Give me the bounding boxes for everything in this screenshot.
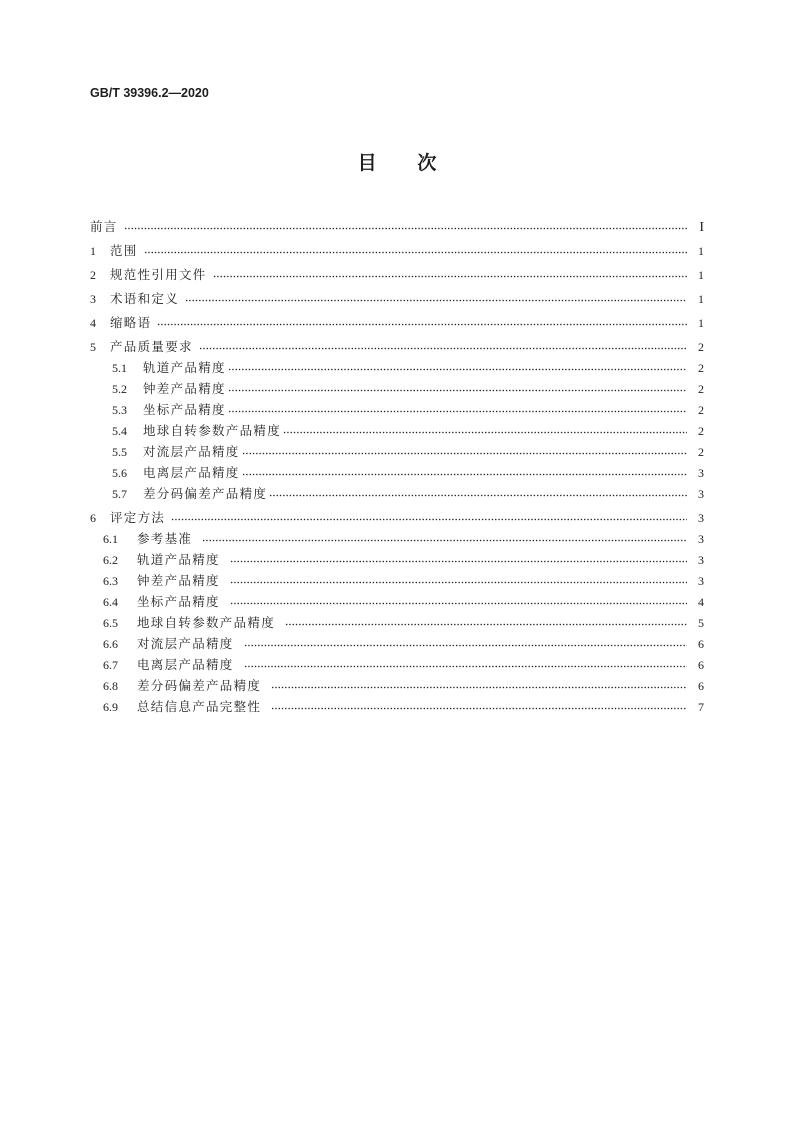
toc-entry-5-7-differential-code-bias-accuracy (90, 484, 704, 505)
toc-entry-6-evaluation-methods (90, 508, 704, 529)
toc-leader-dots (283, 421, 687, 442)
toc-entry-number: 6.7 (103, 658, 118, 672)
toc-leader-dots (228, 379, 687, 400)
toc-entry-5-3-coordinate-product-accuracy (90, 400, 704, 421)
toc-leader-dots (271, 676, 687, 697)
toc-entry-label: 轨道产品精度 (143, 361, 226, 375)
toc-entry-label: 轨道产品精度 (137, 553, 220, 567)
toc-entry-number: 5.4 (112, 424, 127, 438)
toc-leader-dots (199, 337, 687, 358)
toc-entry-page: 3 (698, 532, 704, 546)
toc-entry-page: 2 (698, 382, 704, 396)
table-of-contents (90, 214, 704, 718)
toc-entry-number: 6.6 (103, 637, 118, 651)
toc-leader-dots (228, 358, 687, 379)
toc-entry-number: 5.3 (112, 403, 127, 417)
toc-entry-6-2-orbit-product-accuracy (90, 550, 704, 571)
toc-entry-page: 4 (698, 595, 704, 609)
toc-entry-6-4-coordinate-product-accuracy (90, 592, 704, 613)
toc-entry-label: 钟差产品精度 (137, 574, 220, 588)
toc-leader-dots (271, 697, 687, 718)
toc-entry-label: 地球自转参数产品精度 (137, 616, 276, 630)
page-title: 目 次 (357, 153, 437, 174)
toc-leader-dots (157, 313, 687, 334)
toc-entry-number: 5.7 (112, 487, 127, 501)
toc-entry-page: 3 (698, 511, 704, 525)
toc-entry-label: 电离层产品精度 (143, 466, 240, 480)
toc-entry-5-product-quality-requirements (90, 337, 704, 358)
toc-leader-dots (185, 289, 687, 310)
toc-entry-page: 1 (698, 316, 704, 330)
toc-leader-dots (144, 241, 687, 262)
toc-entry-label: 坐标产品精度 (143, 403, 226, 417)
toc-leader-dots (230, 571, 687, 592)
toc-entry-number: 6.9 (103, 700, 118, 714)
toc-entry-6-3-clock-bias-product-accuracy (90, 571, 704, 592)
toc-entry-number: 2 (90, 268, 96, 282)
toc-entry-5-5-troposphere-product-accuracy (90, 442, 704, 463)
toc-entry-5-2-clock-bias-product-accuracy (90, 379, 704, 400)
toc-leader-dots (213, 265, 687, 286)
toc-entry-number: 6.5 (103, 616, 118, 630)
toc-entry-label: 钟差产品精度 (143, 382, 226, 396)
toc-entry-label: 对流层产品精度 (143, 445, 240, 459)
toc-entry-label: 总结信息产品完整性 (137, 700, 262, 714)
toc-entry-5-4-earth-rotation-parameter-accuracy (90, 421, 704, 442)
toc-entry-number: 5 (90, 340, 96, 354)
toc-entry-page: 3 (698, 466, 704, 480)
toc-entry-label: 参考基准 (137, 532, 193, 546)
toc-entry-number: 6.4 (103, 595, 118, 609)
toc-entry-page: 2 (698, 403, 704, 417)
toc-entry-6-8-differential-code-bias-accuracy (90, 676, 704, 697)
toc-entry-number: 3 (90, 292, 96, 306)
toc-entry-number: 6.8 (103, 679, 118, 693)
toc-entry-page: I (699, 220, 704, 235)
toc-entry-number: 5.2 (112, 382, 127, 396)
toc-entry-foreword (90, 217, 704, 238)
toc-entry-page: 6 (698, 658, 704, 672)
toc-entry-6-9-summary-info-product-completeness (90, 697, 704, 718)
toc-entry-page: 2 (698, 340, 704, 354)
toc-entry-6-1-reference-datum (90, 529, 704, 550)
toc-entry-number: 5.1 (112, 361, 127, 375)
toc-entry-label: 评定方法 (110, 511, 166, 525)
toc-leader-dots (228, 400, 687, 421)
toc-entry-page: 2 (698, 424, 704, 438)
toc-entry-number: 4 (90, 316, 96, 330)
toc-entry-page: 2 (698, 361, 704, 375)
toc-entry-6-6-troposphere-product-accuracy (90, 634, 704, 655)
toc-leader-dots (242, 463, 687, 484)
toc-entry-number: 6.3 (103, 574, 118, 588)
toc-entry-label: 差分码偏差产品精度 (143, 487, 268, 501)
toc-entry-page: 2 (698, 445, 704, 459)
toc-entry-page: 1 (698, 244, 704, 258)
toc-leader-dots (242, 442, 687, 463)
toc-entry-1-scope (90, 241, 704, 262)
toc-entry-number: 6 (90, 511, 96, 525)
toc-leader-dots (202, 529, 687, 550)
toc-entry-5-1-orbit-product-accuracy (90, 358, 704, 379)
toc-entry-number: 5.6 (112, 466, 127, 480)
toc-entry-6-5-earth-rotation-parameter-accuracy (90, 613, 704, 634)
toc-leader-dots (171, 508, 687, 529)
toc-entry-page: 3 (698, 553, 704, 567)
toc-entry-label: 前言 (90, 220, 118, 234)
toc-leader-dots (285, 613, 687, 634)
toc-entry-page: 6 (698, 637, 704, 651)
toc-entry-label: 术语和定义 (110, 292, 180, 306)
toc-entry-label: 坐标产品精度 (137, 595, 220, 609)
toc-leader-dots (269, 484, 687, 505)
toc-entry-5-6-ionosphere-product-accuracy (90, 463, 704, 484)
toc-leader-dots (230, 550, 687, 571)
toc-entry-label: 缩略语 (110, 316, 152, 330)
toc-entry-label: 电离层产品精度 (137, 658, 234, 672)
toc-entry-2-normative-references (90, 265, 704, 286)
toc-entry-page: 6 (698, 679, 704, 693)
toc-entry-label: 地球自转参数产品精度 (143, 424, 282, 438)
toc-leader-dots (230, 592, 687, 613)
toc-entry-label: 范围 (110, 244, 138, 258)
toc-leader-dots (244, 634, 687, 655)
toc-leader-dots (124, 217, 687, 238)
standard-code-header: GB/T 39396.2—2020 (90, 86, 209, 100)
toc-entry-label: 对流层产品精度 (137, 637, 234, 651)
toc-entry-page: 1 (698, 268, 704, 282)
toc-entry-label: 产品质量要求 (110, 340, 193, 354)
toc-entry-number: 6.1 (103, 532, 118, 546)
toc-entry-page: 3 (698, 574, 704, 588)
toc-entry-3-terms-and-definitions (90, 289, 704, 310)
toc-entry-page: 3 (698, 487, 704, 501)
toc-entry-page: 7 (698, 700, 704, 714)
toc-entry-page: 5 (698, 616, 704, 630)
toc-entry-6-7-ionosphere-product-accuracy (90, 655, 704, 676)
toc-entry-number: 6.2 (103, 553, 118, 567)
toc-entry-number: 5.5 (112, 445, 127, 459)
toc-entry-number: 1 (90, 244, 96, 258)
toc-entry-page: 1 (698, 292, 704, 306)
toc-leader-dots (244, 655, 687, 676)
toc-entry-label: 差分码偏差产品精度 (137, 679, 262, 693)
toc-entry-4-abbreviations (90, 313, 704, 334)
toc-entry-label: 规范性引用文件 (110, 268, 207, 282)
